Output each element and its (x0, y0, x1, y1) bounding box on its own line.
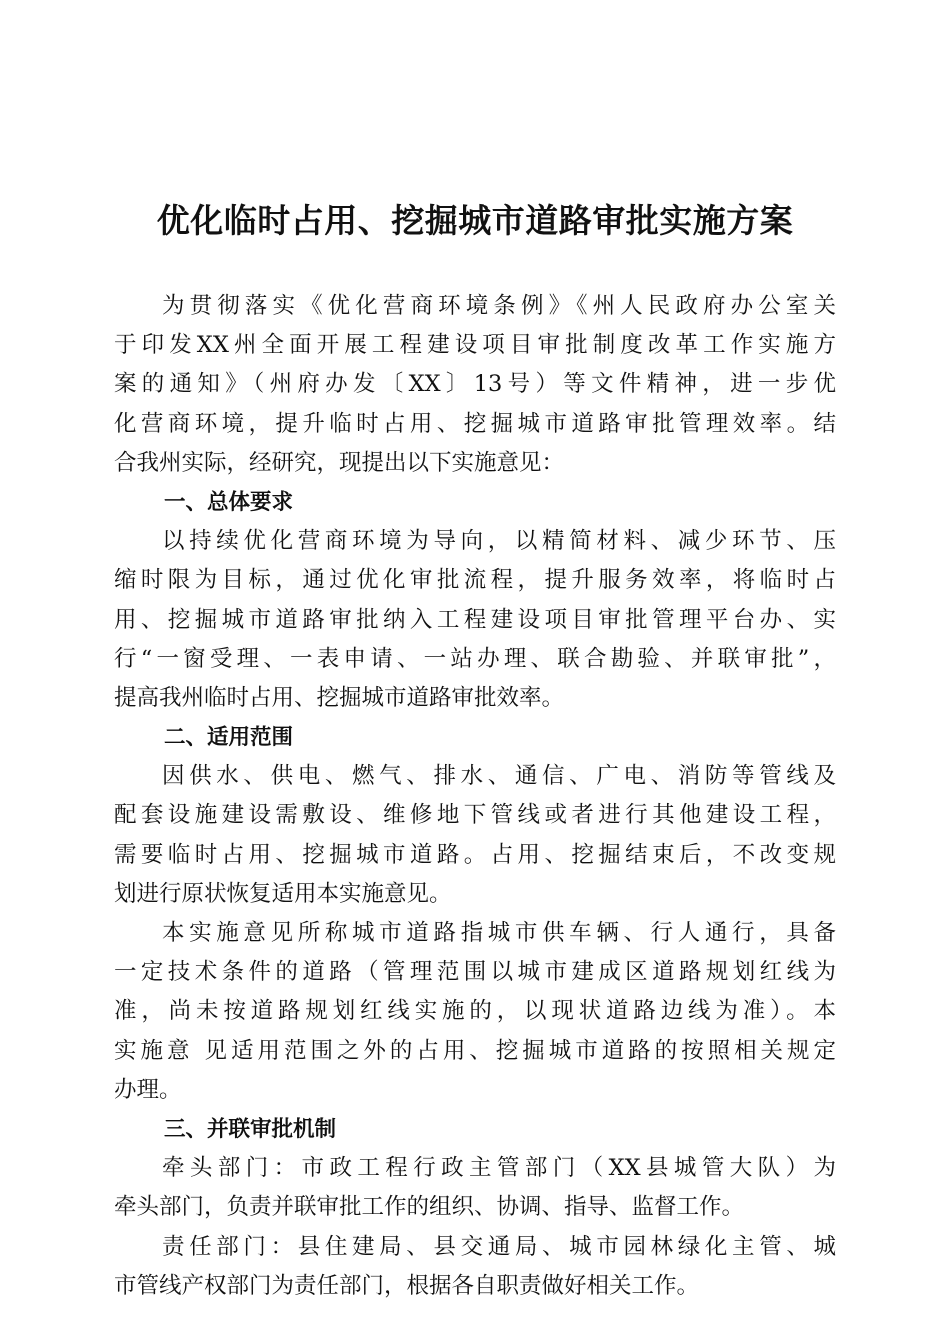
section1-line: 行“一窗受理、一表申请、一站办理、联合勘验、并联审批”， (114, 645, 836, 672)
intro-line: 化营商环境，提升临时占用、挖掘城市道路审批管理效率。结 (114, 410, 836, 437)
section3-paragraph-2 (114, 1228, 836, 1306)
section1-line: 用、挖掘城市道路审批纳入工程建设项目审批管理平台办、实 (114, 606, 836, 633)
intro-paragraph (114, 287, 836, 483)
section2-line: 因供水、供电、燃气、排水、通信、广电、消防等管线及 (162, 763, 836, 790)
document-title: 优化临时占用、挖掘城市道路审批实施方案 (156, 201, 794, 240)
intro-line: 合我州实际，经研究，现提出以下实施意见： (114, 449, 565, 476)
section2-line: 准，尚未按道路规划红线实施的，以现状道路边线为准）。本 (114, 998, 836, 1025)
intro-line: 为贯彻落实《优化营商环境条例》《州人民政府办公室关 (162, 293, 836, 319)
section1-line: 提高我州临时占用、挖掘城市道路审批效率。 (114, 684, 565, 711)
section2-line: 一定技术条件的道路（管理范围以城市建成区道路规划红线为 (114, 959, 836, 986)
section2-line: 实施意 见适用范围之外的占用、挖掘城市道路的按照相关规定 (114, 1037, 836, 1064)
section3-paragraph-1 (114, 1149, 836, 1227)
section-heading-scope: 二、适用范围 (164, 725, 294, 751)
section2-line: 需要临时占用、挖掘城市道路。占用、挖掘结束后，不改变规 (114, 841, 836, 868)
section2-paragraph-1 (114, 757, 836, 914)
section1-line: 缩时限为目标，通过优化审批流程，提升服务效率，将临时占 (114, 567, 836, 594)
section1-line: 以持续优化营商环境为导向，以精简材料、减少环节、压 (162, 528, 836, 555)
section2-line: 本实施意见所称城市道路指城市供车辆、行人通行，具备 (162, 920, 836, 946)
section-heading-general-requirements: 一、总体要求 (164, 489, 294, 515)
section2-line: 办理。 (114, 1076, 182, 1103)
section2-paragraph-2 (114, 914, 836, 1110)
section2-line: 配套设施建设需敷设、维修地下管线或者进行其他建设工程， (114, 802, 836, 829)
document-body (114, 287, 836, 1306)
section3-line: 牵头部门：市政工程行政主管部门（XX县城管大队）为 (162, 1155, 836, 1182)
section1-paragraph (114, 522, 836, 718)
section-heading-parallel-approval: 三、并联审批机制 (164, 1116, 337, 1142)
intro-line: 于印发XX州全面开展工程建设项目审批制度改革工作实施方 (114, 332, 836, 359)
section3-line: 牵头部门，负责并联审批工作的组织、协调、指导、监督工作。 (114, 1194, 745, 1221)
section3-line: 市管线产权部门为责任部门，根据各自职责做好相关工作。 (114, 1272, 700, 1299)
section2-line: 划进行原状恢复适用本实施意见。 (114, 880, 452, 907)
section3-line: 责任部门：县住建局、县交通局、城市园林绿化主管、城 (162, 1233, 836, 1260)
intro-line: 案的通知》（州府办发〔XX〕13号）等文件精神，进一步优 (114, 371, 836, 398)
